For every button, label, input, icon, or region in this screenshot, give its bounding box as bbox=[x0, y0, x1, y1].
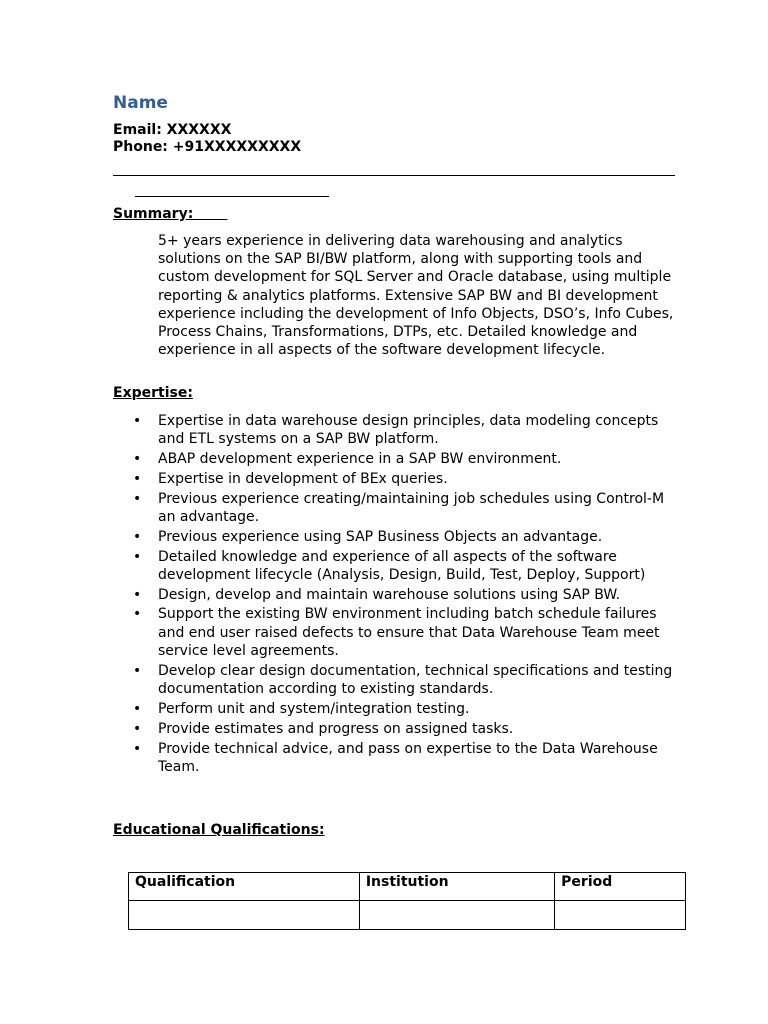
list-item bbox=[113, 662, 673, 699]
list-item-text: Provide technical advice, and pass on expertise to the Data Warehouse Team. bbox=[158, 740, 658, 775]
list-item bbox=[113, 720, 673, 738]
list-item bbox=[113, 412, 673, 449]
expertise-list bbox=[113, 412, 688, 778]
email-line: Email: XXXXXX bbox=[113, 122, 232, 138]
education-heading: Educational Qualifications: bbox=[113, 822, 325, 838]
list-item-text: Provide estimates and progress on assigned tasks. bbox=[158, 720, 514, 737]
column-header-period: Period bbox=[555, 873, 686, 901]
list-item-text: Detailed knowledge and experience of all aspects of the software development lifecycle (Analysis, Design, Build, Test, Deploy, Support) bbox=[158, 548, 646, 583]
list-item bbox=[113, 490, 673, 527]
list-item bbox=[113, 605, 673, 660]
column-header-institution: Institution bbox=[359, 873, 554, 901]
list-item-text: Perform unit and system/integration testing. bbox=[158, 700, 470, 717]
list-item-text: Previous experience creating/maintaining job schedules using Control-M an advantage. bbox=[158, 490, 665, 525]
list-item bbox=[113, 470, 673, 488]
bullet-icon: • bbox=[133, 586, 142, 603]
table-cell-qualification bbox=[129, 901, 360, 930]
bullet-icon: • bbox=[133, 606, 142, 623]
bullet-icon: • bbox=[133, 470, 142, 487]
summary-heading: Summary: bbox=[113, 206, 228, 222]
candidate-name: Name bbox=[113, 93, 168, 113]
list-item bbox=[113, 740, 673, 777]
bullet-icon: • bbox=[133, 720, 142, 737]
separator-line bbox=[113, 175, 675, 176]
bullet-icon: • bbox=[133, 528, 142, 545]
bullet-icon: • bbox=[133, 548, 142, 565]
separator-line-continued bbox=[135, 196, 329, 197]
summary-paragraph: 5+ years experience in delivering data warehousing and analytics solutions on the SAP BI/BW platform, along with supporting tools and custom development for SQL Server and Oracle database, using multiple reporting & analytics platforms. Extensive SAP BW and BI development experience including the development of Info Objects, DSO’s, Info Cubes, Process Chains, Transformations, DTPs, etc. Detailed knowledge and experience in all aspects of the software development lifecycle. bbox=[158, 233, 674, 359]
list-item bbox=[113, 528, 673, 546]
table-cell-period bbox=[555, 901, 686, 930]
list-item-text: Develop clear design documentation, technical specifications and testing documentation according to existing standards. bbox=[158, 662, 673, 698]
table-row bbox=[129, 901, 686, 930]
bullet-icon: • bbox=[133, 740, 142, 757]
list-item-text: ABAP development experience in a SAP BW environment. bbox=[158, 451, 562, 468]
list-item-text: Support the existing BW environment including batch schedule failures and end user raised defects to ensure that Data Warehouse Team meet service level agreements. bbox=[158, 606, 660, 660]
qualifications-table bbox=[128, 872, 686, 930]
table-cell-institution bbox=[359, 901, 554, 930]
list-item-text: Expertise in data warehouse design principles, data modeling concepts and ETL systems on a SAP BW platform. bbox=[158, 413, 659, 448]
list-item-text: Previous experience using SAP Business Objects an advantage. bbox=[158, 528, 603, 545]
bullet-icon: • bbox=[133, 490, 142, 507]
table-header-row bbox=[129, 873, 686, 901]
list-item bbox=[113, 548, 673, 585]
list-item-text: Expertise in development of BEx queries. bbox=[158, 470, 448, 487]
bullet-icon: • bbox=[133, 700, 142, 717]
list-item bbox=[113, 586, 673, 604]
expertise-heading: Expertise: bbox=[113, 385, 193, 401]
bullet-icon: • bbox=[133, 413, 142, 429]
bullet-icon: • bbox=[133, 662, 142, 679]
list-item bbox=[113, 700, 673, 718]
phone-line: Phone: +91XXXXXXXXX bbox=[113, 139, 302, 155]
list-item-text: Design, develop and maintain warehouse solutions using SAP BW. bbox=[158, 586, 621, 603]
bullet-icon: • bbox=[133, 451, 142, 468]
column-header-qualification: Qualification bbox=[129, 873, 360, 901]
list-item bbox=[113, 450, 673, 468]
